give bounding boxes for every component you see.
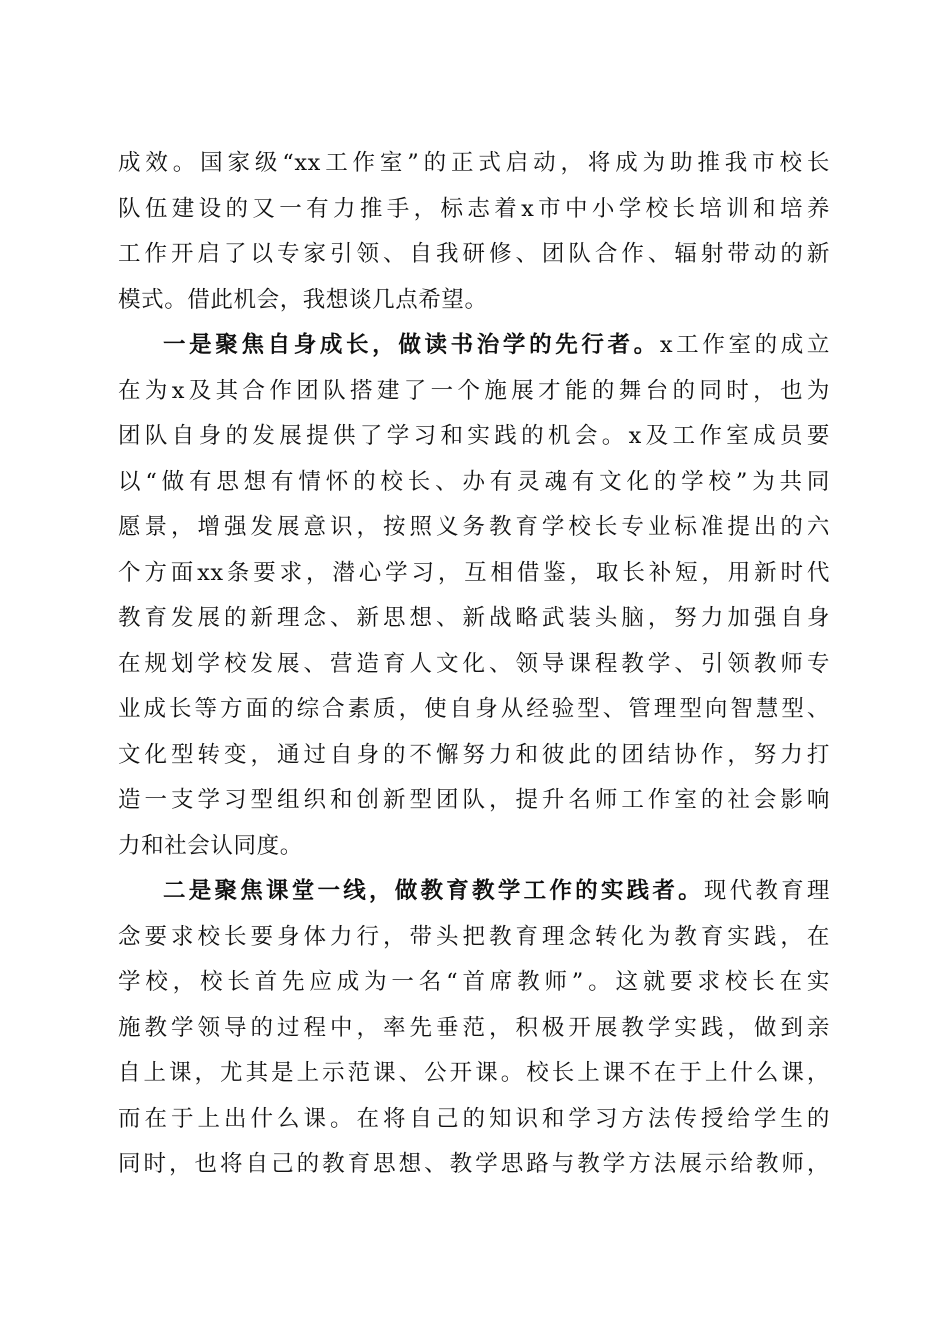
text-line: 造一支学习型组织和创新型团队，提升名师工作室的社会影响 <box>118 787 830 813</box>
text-line: 成效。国家级“xx工作室”的正式启动，将成为助推我市校长 <box>118 150 830 176</box>
paragraph-lead-heading: 一是聚焦自身成长，做读书治学的先行者。 <box>163 332 660 358</box>
document-body <box>118 141 830 1188</box>
text-line: 模式。借此机会，我想谈几点希望。 <box>118 286 488 313</box>
first-line <box>118 869 830 915</box>
text-line: 队伍建设的又一有力推手，标志着x市中小学校长培训和培养 <box>118 195 830 222</box>
text-line: 文化型转变，通过自身的不懈努力和彼此的团结协作，努力打 <box>118 741 830 768</box>
first-line <box>118 323 830 369</box>
paragraph-2 <box>118 323 830 869</box>
first-line-text: 现代教育理 <box>703 878 830 904</box>
text-line: 团队自身的发展提供了学习和实践的机会。x及工作室成员要 <box>118 423 830 449</box>
first-line-text: x工作室的成立 <box>659 332 831 358</box>
text-line: 念要求校长要身体力行，带头把教育理念转化为教育实践，在 <box>118 923 830 950</box>
text-line: 自上课，尤其是上示范课、公开课。校长上课不在于上什么课， <box>118 1060 830 1086</box>
text-line: 学校，校长首先应成为一名“首席教师”。这就要求校长在实 <box>118 969 830 995</box>
text-line: 而在于上出什么课。在将自己的知识和学习方法传授给学生的 <box>118 1105 830 1132</box>
paragraph-3 <box>118 869 830 1188</box>
text-line: 愿景，增强发展意识，按照义务教育学校长专业标准提出的六 <box>118 514 830 540</box>
text-line: 工作开启了以专家引领、自我研修、团队合作、辐射带动的新 <box>118 241 830 267</box>
text-line: 在规划学校发展、营造育人文化、领导课程教学、引领教师专 <box>118 650 830 677</box>
text-line: 个方面xx条要求，潜心学习，互相借鉴，取长补短，用新时代 <box>118 559 830 586</box>
text-line: 业成长等方面的综合素质，使自身从经验型、管理型向智慧型、 <box>118 696 830 722</box>
text-line: 力和社会认同度。 <box>118 832 303 859</box>
text-line: 同时，也将自己的教育思想、教学思路与教学方法展示给教师， <box>118 1151 830 1177</box>
paragraph-lead-heading: 二是聚焦课堂一线，做教育教学工作的实践者。 <box>163 878 704 904</box>
text-line: 以“做有思想有情怀的校长、办有灵魂有文化的学校”为共同 <box>118 468 830 495</box>
text-line: 施教学领导的过程中，率先垂范，积极开展教学实践，做到亲 <box>118 1014 830 1041</box>
text-line: 教育发展的新理念、新思想、新战略武装头脑，努力加强自身 <box>118 605 830 631</box>
paragraph-1 <box>118 141 830 323</box>
text-line: 在为x及其合作团队搭建了一个施展才能的舞台的同时，也为 <box>118 377 830 404</box>
